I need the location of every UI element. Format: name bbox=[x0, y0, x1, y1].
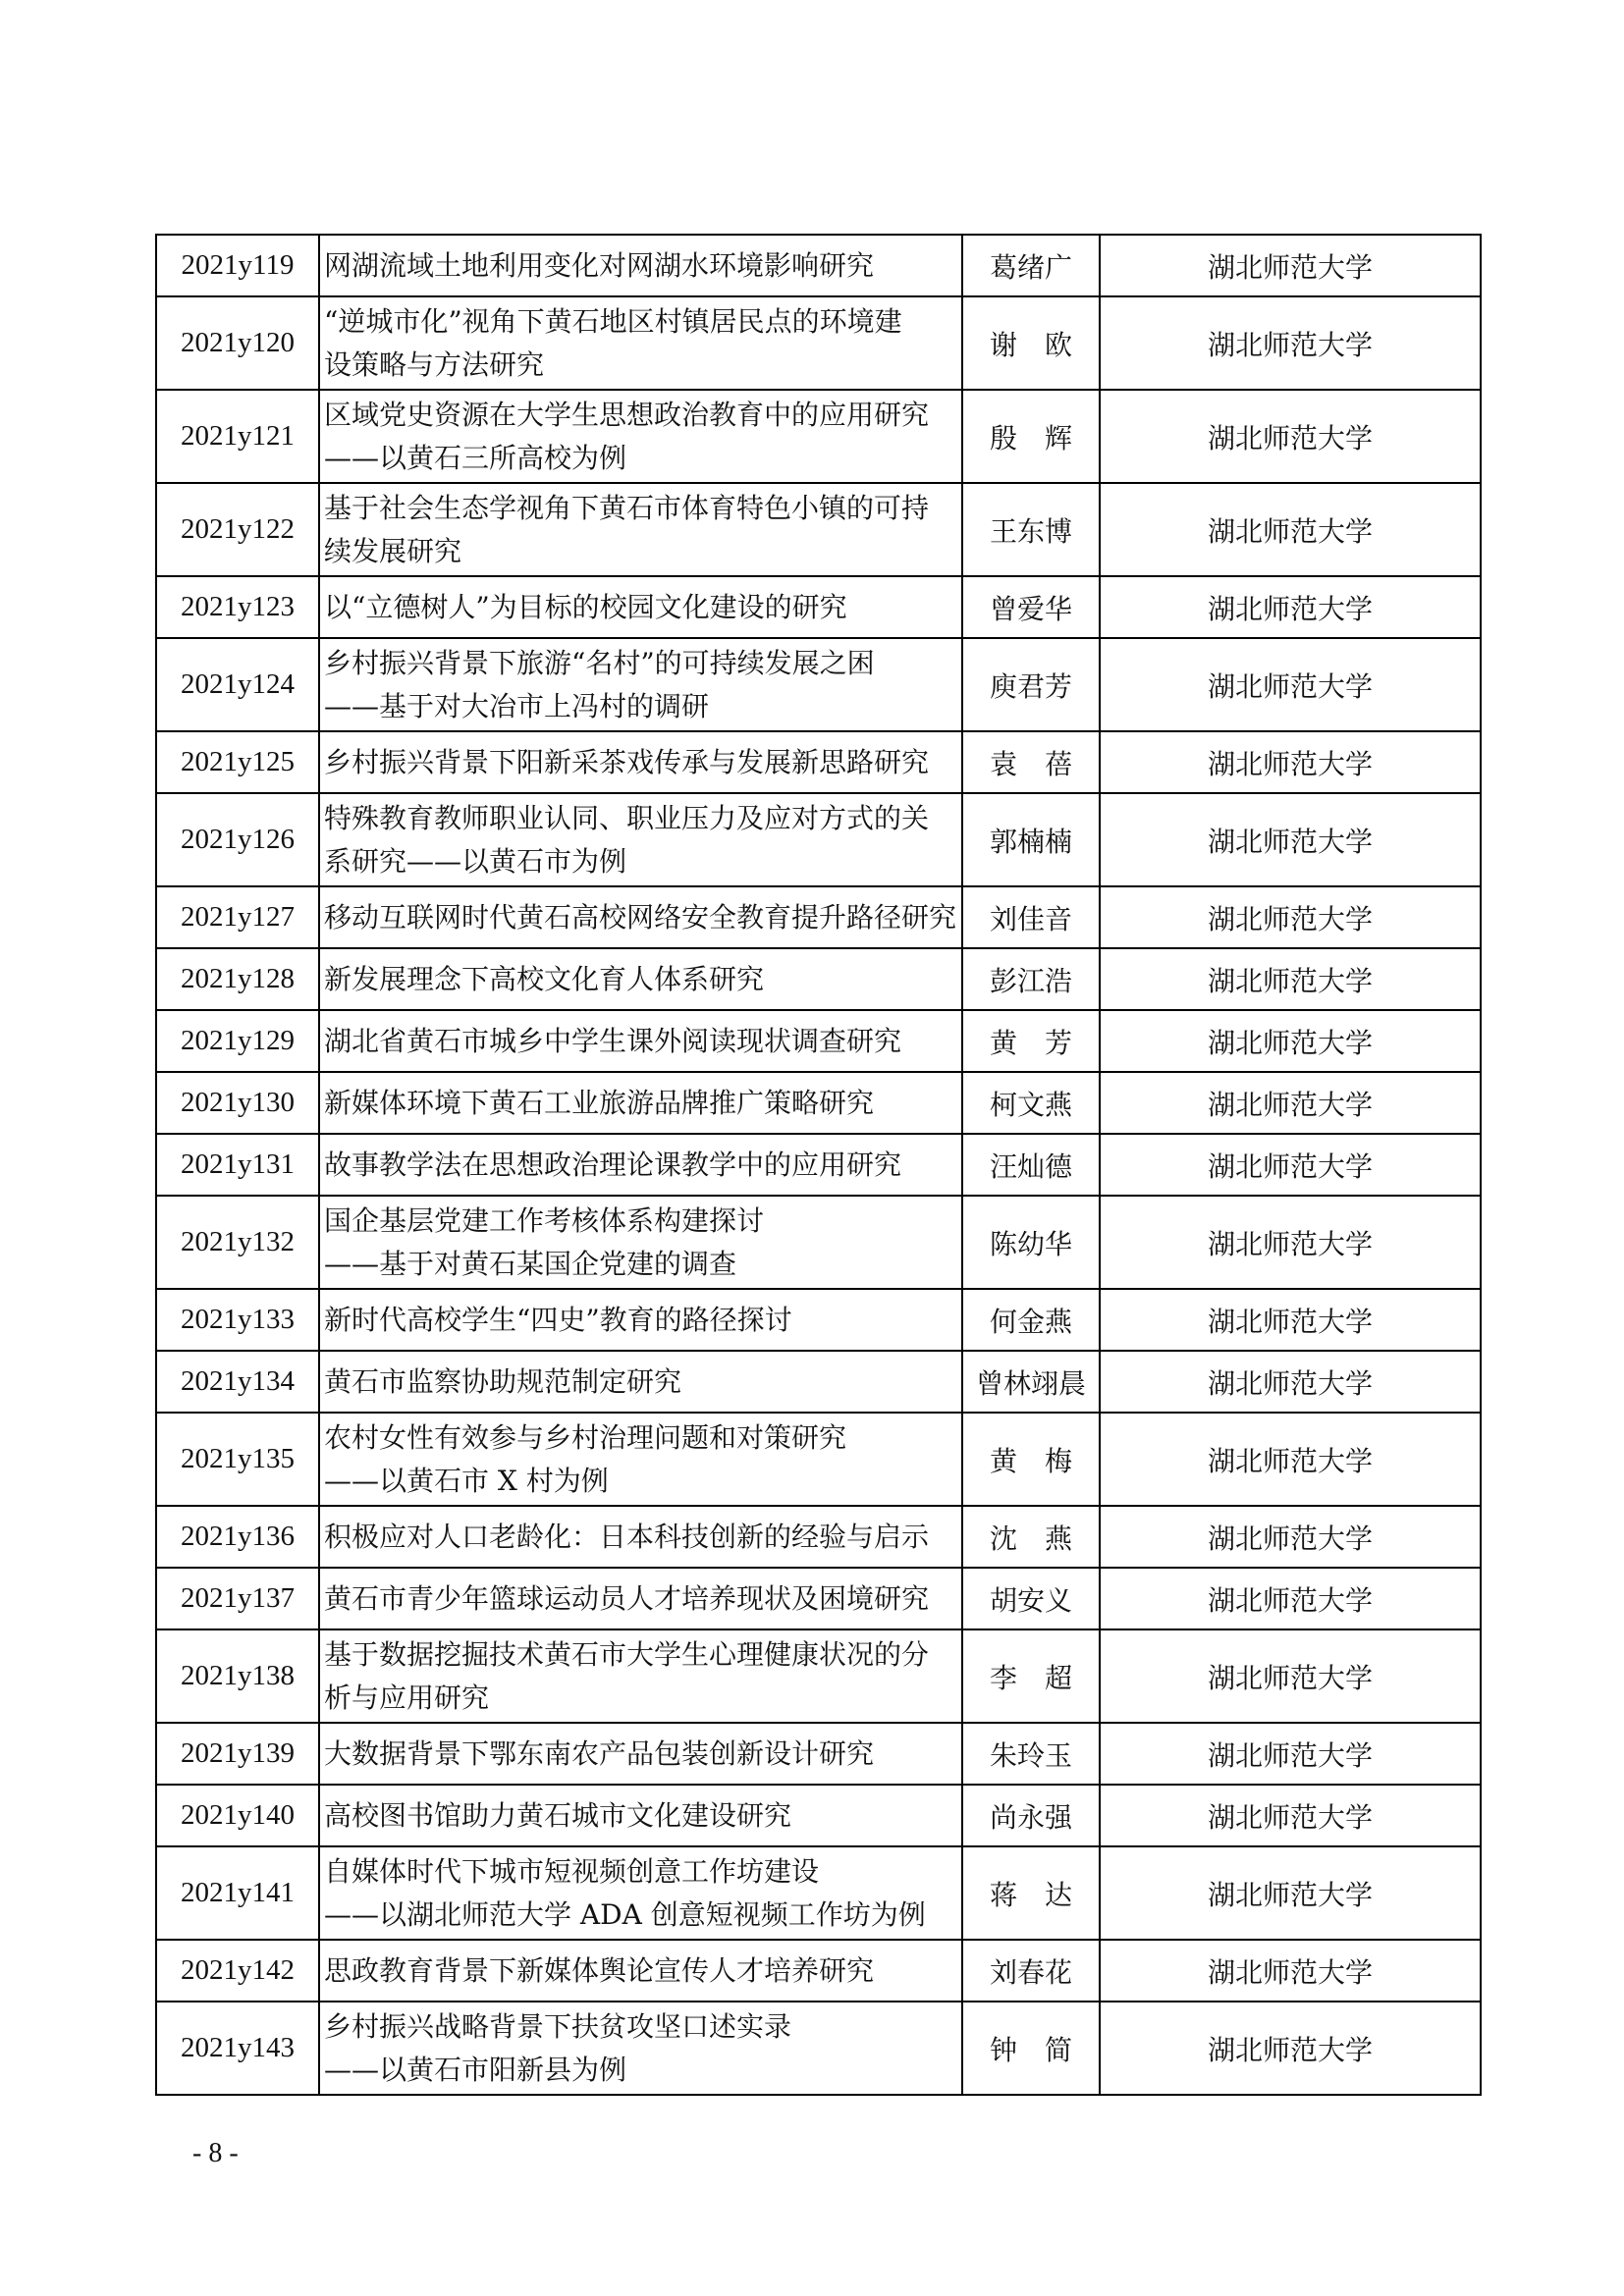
project-title-line: ——以黄石市 X 村为例 bbox=[324, 1464, 609, 1497]
table-row bbox=[156, 1196, 1481, 1289]
project-title-line: 农村女性有效参与乡村治理问题和对策研究 bbox=[324, 1420, 847, 1454]
table-row bbox=[156, 235, 1481, 296]
institution-cell: 湖北师范大学 bbox=[1100, 1846, 1481, 1940]
institution-cell: 湖北师范大学 bbox=[1100, 1568, 1481, 1629]
project-id-cell: 2021y128 bbox=[156, 948, 319, 1010]
principal-name-cell: 何金燕 bbox=[962, 1289, 1100, 1351]
institution-cell: 湖北师范大学 bbox=[1100, 731, 1481, 793]
principal-name-cell: 曾林翊晨 bbox=[962, 1351, 1100, 1413]
project-id-cell: 2021y132 bbox=[156, 1196, 319, 1289]
table-row bbox=[156, 793, 1481, 886]
project-title-line: 析与应用研究 bbox=[324, 1681, 490, 1714]
project-title-line: ——以黄石三所高校为例 bbox=[324, 441, 627, 474]
project-title-cell bbox=[319, 390, 962, 483]
principal-name-cell: 朱玲玉 bbox=[962, 1723, 1100, 1785]
project-id-cell: 2021y119 bbox=[156, 235, 319, 296]
project-id-cell: 2021y135 bbox=[156, 1413, 319, 1506]
principal-name-cell: 彭江浩 bbox=[962, 948, 1100, 1010]
principal-name-cell: 葛绪广 bbox=[962, 235, 1100, 296]
table-row bbox=[156, 1629, 1481, 1723]
table-row bbox=[156, 1568, 1481, 1629]
project-title-cell bbox=[319, 638, 962, 731]
institution-cell: 湖北师范大学 bbox=[1100, 390, 1481, 483]
institution-cell: 湖北师范大学 bbox=[1100, 1506, 1481, 1568]
project-title-cell bbox=[319, 793, 962, 886]
table-row bbox=[156, 886, 1481, 948]
institution-cell: 湖北师范大学 bbox=[1100, 638, 1481, 731]
table-row bbox=[156, 731, 1481, 793]
principal-name-cell: 殷 辉 bbox=[962, 390, 1100, 483]
table-row bbox=[156, 1010, 1481, 1072]
project-title-cell bbox=[319, 1723, 962, 1785]
project-id-cell: 2021y122 bbox=[156, 483, 319, 576]
institution-cell: 湖北师范大学 bbox=[1100, 1629, 1481, 1723]
project-id-cell: 2021y130 bbox=[156, 1072, 319, 1134]
project-id-cell: 2021y125 bbox=[156, 731, 319, 793]
table-row bbox=[156, 1413, 1481, 1506]
project-title-cell bbox=[319, 1568, 962, 1629]
project-title-line: ——基于对黄石某国企党建的调查 bbox=[324, 1247, 737, 1280]
project-title-line: 国企基层党建工作考核体系构建探讨 bbox=[324, 1203, 765, 1237]
project-id-cell: 2021y124 bbox=[156, 638, 319, 731]
project-title-cell bbox=[319, 576, 962, 638]
project-id-cell: 2021y123 bbox=[156, 576, 319, 638]
table-row bbox=[156, 1940, 1481, 2002]
principal-name-cell: 李 超 bbox=[962, 1629, 1100, 1723]
project-title-line: 积极应对人口老龄化：日本科技创新的经验与启示 bbox=[324, 1520, 930, 1553]
project-title-line: 基于社会生态学视角下黄石市体育特色小镇的可持 bbox=[324, 491, 930, 524]
project-title-cell bbox=[319, 1072, 962, 1134]
principal-name-cell: 胡安义 bbox=[962, 1568, 1100, 1629]
project-id-cell: 2021y141 bbox=[156, 1846, 319, 1940]
project-id-cell: 2021y140 bbox=[156, 1785, 319, 1846]
institution-cell: 湖北师范大学 bbox=[1100, 235, 1481, 296]
project-title-line: 设策略与方法研究 bbox=[324, 347, 545, 381]
project-title-cell bbox=[319, 2002, 962, 2095]
project-title-cell bbox=[319, 235, 962, 296]
project-title-cell bbox=[319, 1289, 962, 1351]
project-title-line: 黄石市青少年篮球运动员人才培养现状及困境研究 bbox=[324, 1581, 930, 1615]
page-number: - 8 - bbox=[192, 2138, 239, 2168]
project-title-cell bbox=[319, 1940, 962, 2002]
project-id-cell: 2021y143 bbox=[156, 2002, 319, 2095]
project-title-line: “逆城市化”视角下黄石地区村镇居民点的环境建 bbox=[324, 304, 902, 338]
principal-name-cell: 郭楠楠 bbox=[962, 793, 1100, 886]
project-title-line: 新发展理念下高校文化育人体系研究 bbox=[324, 962, 765, 995]
institution-cell: 湖北师范大学 bbox=[1100, 1351, 1481, 1413]
principal-name-cell: 刘佳音 bbox=[962, 886, 1100, 948]
project-id-cell: 2021y133 bbox=[156, 1289, 319, 1351]
principal-name-cell: 庾君芳 bbox=[962, 638, 1100, 731]
project-title-line: 移动互联网时代黄石高校网络安全教育提升路径研究 bbox=[324, 900, 957, 934]
institution-cell: 湖北师范大学 bbox=[1100, 793, 1481, 886]
institution-cell: 湖北师范大学 bbox=[1100, 1196, 1481, 1289]
table-row bbox=[156, 1785, 1481, 1846]
institution-cell: 湖北师范大学 bbox=[1100, 576, 1481, 638]
table-row bbox=[156, 638, 1481, 731]
institution-cell: 湖北师范大学 bbox=[1100, 1785, 1481, 1846]
project-id-cell: 2021y126 bbox=[156, 793, 319, 886]
project-title-line: 基于数据挖掘技术黄石市大学生心理健康状况的分 bbox=[324, 1637, 930, 1671]
project-title-line: 区域党史资源在大学生思想政治教育中的应用研究 bbox=[324, 398, 930, 431]
project-title-cell bbox=[319, 296, 962, 390]
institution-cell: 湖北师范大学 bbox=[1100, 483, 1481, 576]
principal-name-cell: 黄 梅 bbox=[962, 1413, 1100, 1506]
table-row bbox=[156, 1072, 1481, 1134]
principal-name-cell: 柯文燕 bbox=[962, 1072, 1100, 1134]
project-table bbox=[155, 234, 1482, 2096]
project-title-cell bbox=[319, 948, 962, 1010]
table-row bbox=[156, 296, 1481, 390]
project-title-line: ——以黄石市阳新县为例 bbox=[324, 2053, 627, 2086]
project-id-cell: 2021y121 bbox=[156, 390, 319, 483]
project-title-line: 思政教育背景下新媒体舆论宣传人才培养研究 bbox=[324, 1953, 875, 1987]
project-title-line: ——以湖北师范大学 ADA 创意短视频工作坊为例 bbox=[324, 1897, 926, 1931]
project-id-cell: 2021y142 bbox=[156, 1940, 319, 2002]
principal-name-cell: 刘春花 bbox=[962, 1940, 1100, 2002]
project-id-cell: 2021y127 bbox=[156, 886, 319, 948]
institution-cell: 湖北师范大学 bbox=[1100, 296, 1481, 390]
institution-cell: 湖北师范大学 bbox=[1100, 1072, 1481, 1134]
institution-cell: 湖北师范大学 bbox=[1100, 1723, 1481, 1785]
project-title-line: 湖北省黄石市城乡中学生课外阅读现状调查研究 bbox=[324, 1024, 902, 1057]
project-id-cell: 2021y138 bbox=[156, 1629, 319, 1723]
project-title-cell bbox=[319, 1506, 962, 1568]
project-title-line: 乡村振兴战略背景下扶贫攻坚口述实录 bbox=[324, 2009, 792, 2043]
table-row bbox=[156, 1134, 1481, 1196]
table-row bbox=[156, 1351, 1481, 1413]
project-title-line: 特殊教育教师职业认同、职业压力及应对方式的关 bbox=[324, 801, 930, 834]
project-title-line: 以“立德树人”为目标的校园文化建设的研究 bbox=[324, 590, 847, 623]
principal-name-cell: 曾爱华 bbox=[962, 576, 1100, 638]
institution-cell: 湖北师范大学 bbox=[1100, 1940, 1481, 2002]
institution-cell: 湖北师范大学 bbox=[1100, 1413, 1481, 1506]
project-title-line: 故事教学法在思想政治理论课教学中的应用研究 bbox=[324, 1148, 902, 1181]
project-title-cell bbox=[319, 886, 962, 948]
table-row bbox=[156, 390, 1481, 483]
principal-name-cell: 王东博 bbox=[962, 483, 1100, 576]
institution-cell: 湖北师范大学 bbox=[1100, 948, 1481, 1010]
table-row bbox=[156, 2002, 1481, 2095]
project-table-body bbox=[156, 235, 1481, 2095]
project-title-line: 黄石市监察协助规范制定研究 bbox=[324, 1364, 682, 1398]
project-id-cell: 2021y129 bbox=[156, 1010, 319, 1072]
principal-name-cell: 汪灿德 bbox=[962, 1134, 1100, 1196]
principal-name-cell: 黄 芳 bbox=[962, 1010, 1100, 1072]
project-title-cell bbox=[319, 1351, 962, 1413]
institution-cell: 湖北师范大学 bbox=[1100, 2002, 1481, 2095]
project-title-line: 新时代高校学生“四史”教育的路径探讨 bbox=[324, 1303, 792, 1336]
principal-name-cell: 谢 欧 bbox=[962, 296, 1100, 390]
project-title-line: 网湖流域土地利用变化对网湖水环境影响研究 bbox=[324, 248, 875, 282]
institution-cell: 湖北师范大学 bbox=[1100, 1010, 1481, 1072]
project-title-line: 乡村振兴背景下旅游“名村”的可持续发展之困 bbox=[324, 646, 875, 679]
project-id-cell: 2021y120 bbox=[156, 296, 319, 390]
principal-name-cell: 蒋 达 bbox=[962, 1846, 1100, 1940]
project-title-line: 新媒体环境下黄石工业旅游品牌推广策略研究 bbox=[324, 1086, 875, 1119]
project-title-line: 系研究——以黄石市为例 bbox=[324, 844, 627, 878]
project-title-cell bbox=[319, 1629, 962, 1723]
table-row bbox=[156, 483, 1481, 576]
project-title-cell bbox=[319, 1846, 962, 1940]
principal-name-cell: 陈幼华 bbox=[962, 1196, 1100, 1289]
principal-name-cell: 沈 燕 bbox=[962, 1506, 1100, 1568]
table-row bbox=[156, 1846, 1481, 1940]
project-title-cell bbox=[319, 483, 962, 576]
project-title-cell bbox=[319, 1785, 962, 1846]
table-row bbox=[156, 948, 1481, 1010]
table-row bbox=[156, 1506, 1481, 1568]
project-id-cell: 2021y137 bbox=[156, 1568, 319, 1629]
principal-name-cell: 钟 简 bbox=[962, 2002, 1100, 2095]
principal-name-cell: 袁 蓓 bbox=[962, 731, 1100, 793]
table-row bbox=[156, 1723, 1481, 1785]
table-row bbox=[156, 576, 1481, 638]
project-id-cell: 2021y131 bbox=[156, 1134, 319, 1196]
project-id-cell: 2021y134 bbox=[156, 1351, 319, 1413]
project-title-cell bbox=[319, 1413, 962, 1506]
table-row bbox=[156, 1289, 1481, 1351]
project-title-line: 乡村振兴背景下阳新采茶戏传承与发展新思路研究 bbox=[324, 745, 930, 778]
project-title-line: 大数据背景下鄂东南农产品包装创新设计研究 bbox=[324, 1736, 875, 1770]
project-title-cell bbox=[319, 731, 962, 793]
project-title-line: 续发展研究 bbox=[324, 534, 462, 567]
institution-cell: 湖北师范大学 bbox=[1100, 1289, 1481, 1351]
principal-name-cell: 尚永强 bbox=[962, 1785, 1100, 1846]
project-title-cell bbox=[319, 1196, 962, 1289]
institution-cell: 湖北师范大学 bbox=[1100, 886, 1481, 948]
project-id-cell: 2021y139 bbox=[156, 1723, 319, 1785]
institution-cell: 湖北师范大学 bbox=[1100, 1134, 1481, 1196]
project-title-cell bbox=[319, 1134, 962, 1196]
project-title-line: ——基于对大冶市上冯村的调研 bbox=[324, 689, 710, 722]
project-title-line: 高校图书馆助力黄石城市文化建设研究 bbox=[324, 1798, 792, 1832]
project-title-cell bbox=[319, 1010, 962, 1072]
project-id-cell: 2021y136 bbox=[156, 1506, 319, 1568]
project-title-line: 自媒体时代下城市短视频创意工作坊建设 bbox=[324, 1854, 820, 1888]
